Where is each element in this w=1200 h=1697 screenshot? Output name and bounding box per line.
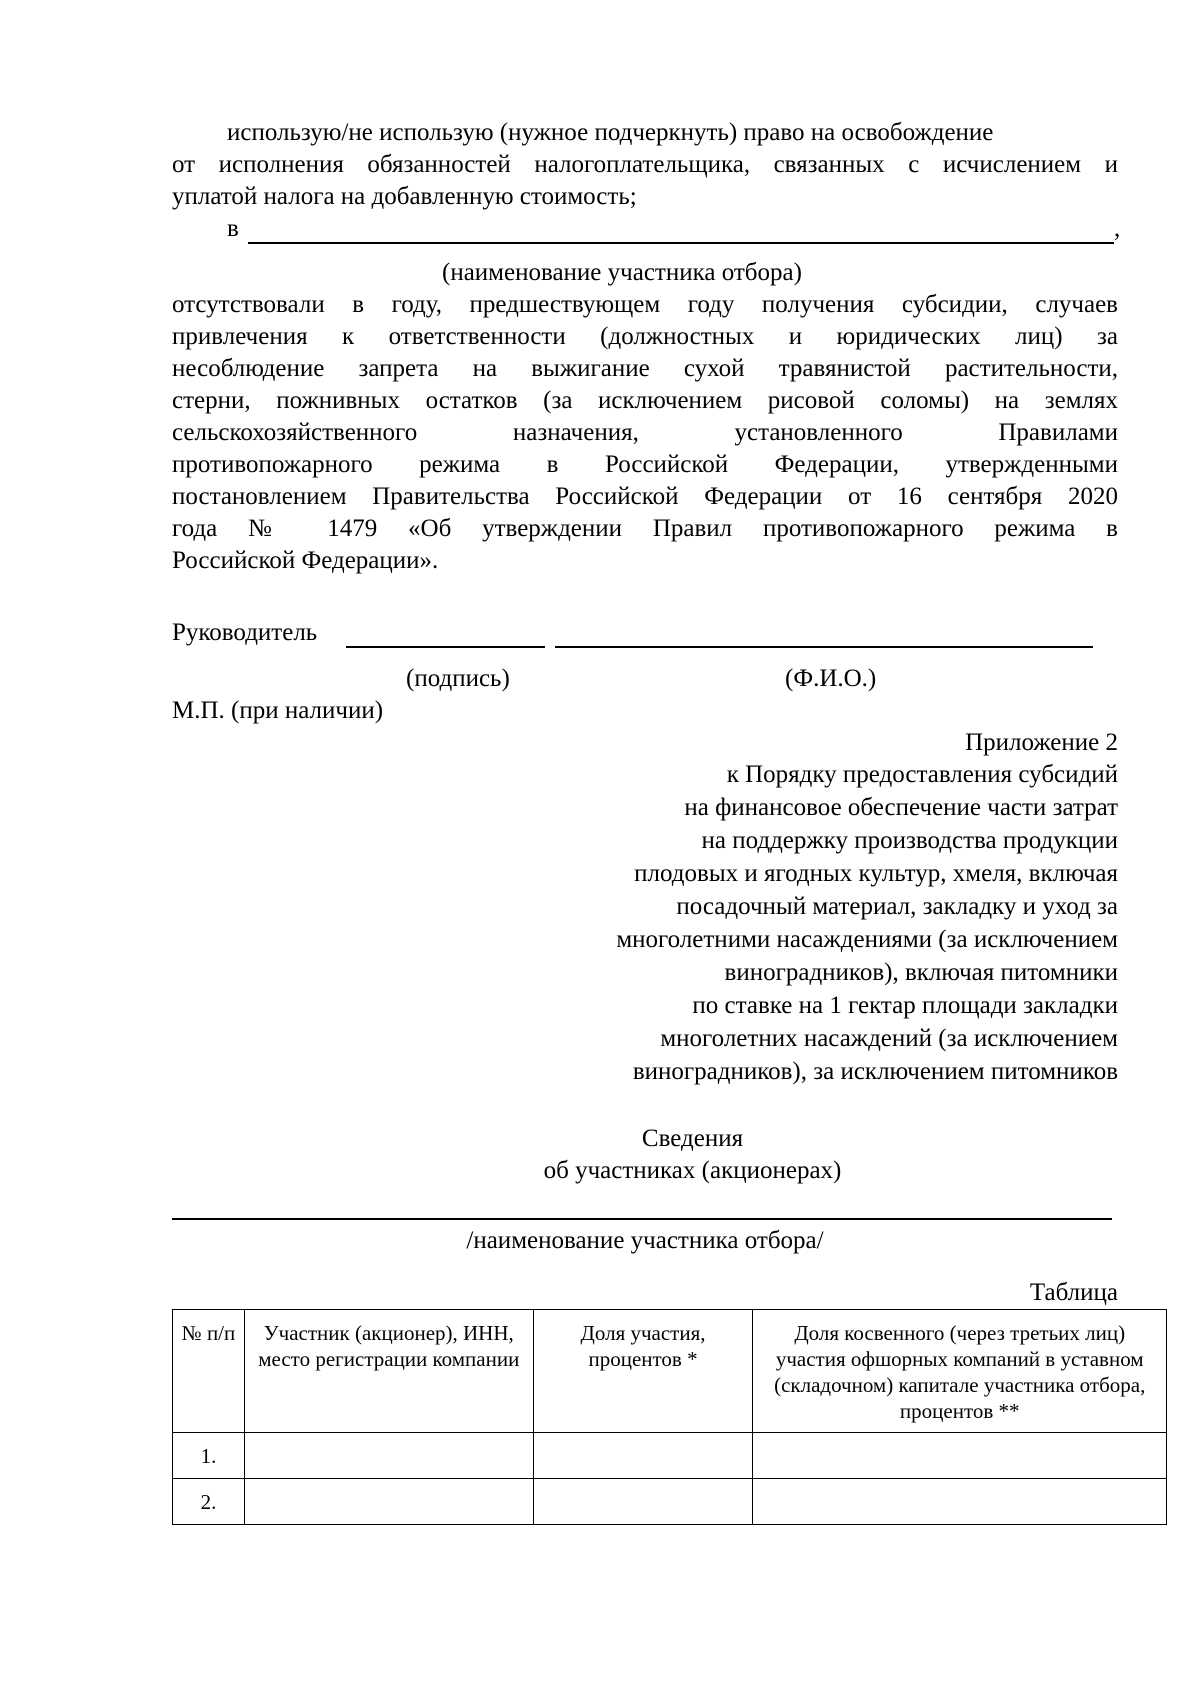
full-name-blank [555, 646, 1093, 648]
paragraph2-line6: противопожарного режима в Российской Федерации, утвержденными [172, 451, 1118, 478]
in-prefix: в [227, 215, 239, 242]
signature-label: Руководитель [172, 619, 318, 646]
row-share [533, 1479, 753, 1525]
header-number: № п/п [173, 1310, 245, 1433]
signature-blank [346, 646, 545, 648]
header-participant: Участник (акционер), ИНН, место регистрации компании [244, 1310, 533, 1433]
table-header-row [173, 1310, 1167, 1433]
paragraph2-line4: стерни, пожнивных остатков (за исключением рисовой соломы) на землях [172, 387, 1118, 414]
appendix-line7: многолетними насаждениями (за исключением [616, 926, 1118, 953]
table-row [173, 1433, 1167, 1479]
signature-caption: (подпись) [406, 665, 510, 692]
header-share: Доля участия, процентов * [533, 1310, 753, 1433]
appendix-line10: многолетних насаждений (за исключением [660, 1025, 1118, 1052]
stamp-label: М.П. (при наличии) [172, 697, 384, 724]
paragraph2-line2: привлечения к ответственности (должностных и юридических лиц) за [172, 323, 1118, 350]
appendix-line9: по ставке на 1 гектар площади закладки [692, 992, 1118, 1019]
appendix-line3: на финансовое обеспечение части затрат [684, 794, 1118, 821]
row-share [533, 1433, 753, 1479]
row-participant [244, 1433, 533, 1479]
row-offshore-share [753, 1433, 1167, 1479]
table-label: Таблица [1029, 1279, 1118, 1306]
paragraph1-line2: от исполнения обязанностей налогоплательщика, связанных с исчислением и [172, 151, 1118, 178]
in-suffix: , [1114, 215, 1121, 242]
appendix-line2: к Порядку предоставления субсидий [726, 761, 1118, 788]
row-offshore-share [753, 1479, 1167, 1525]
paragraph2-line3: несоблюдение запрета на выжигание сухой травянистой растительности, [172, 355, 1118, 382]
appendix-line8: виноградников), включая питомники [724, 959, 1118, 986]
full-name-caption: (Ф.И.О.) [785, 665, 877, 692]
participant-name-blank [248, 242, 1114, 244]
participant-blank [172, 1218, 1112, 1220]
title-line1: Сведения [641, 1125, 744, 1152]
appendix-line1: Приложение 2 [965, 729, 1118, 756]
participant-caption: (наименование участника отбора) [442, 259, 802, 286]
row-participant [244, 1479, 533, 1525]
appendix-line11: виноградников), за исключением питомников [632, 1058, 1118, 1085]
participant-name-caption: /наименование участника отбора/ [466, 1227, 824, 1254]
title-line2: об участниках (акционерах) [543, 1157, 842, 1184]
appendix-line6: посадочный материал, закладку и уход за [676, 893, 1118, 920]
row-number: 1. [173, 1433, 245, 1479]
appendix-line5: плодовых и ягодных культур, хмеля, включая [634, 860, 1118, 887]
paragraph1-line3: уплатой налога на добавленную стоимость; [172, 183, 637, 210]
paragraph1-line1: использую/не использую (нужное подчеркнуть) право на освобождение [227, 119, 994, 146]
paragraph2-line7: постановлением Правительства Российской Федерации от 16 сентября 2020 [172, 483, 1118, 510]
appendix-line4: на поддержку производства продукции [701, 827, 1118, 854]
participants-table [172, 1309, 1167, 1525]
paragraph2-line9: Российской Федерации». [172, 547, 439, 574]
header-offshore-share: Доля косвенного (через третьих лиц) участия офшорных компаний в уставном (складочном) капитале участника отбора, процентов ** [753, 1310, 1167, 1433]
row-number: 2. [173, 1479, 245, 1525]
table-row [173, 1479, 1167, 1525]
paragraph2-line5: сельскохозяйственного назначения, установленного Правилами [172, 419, 1118, 446]
paragraph2-line8: года № 1479 «Об утверждении Правил противопожарного режима в [172, 515, 1118, 542]
paragraph2-line1: отсутствовали в году, предшествующем году получения субсидии, случаев [172, 291, 1118, 318]
